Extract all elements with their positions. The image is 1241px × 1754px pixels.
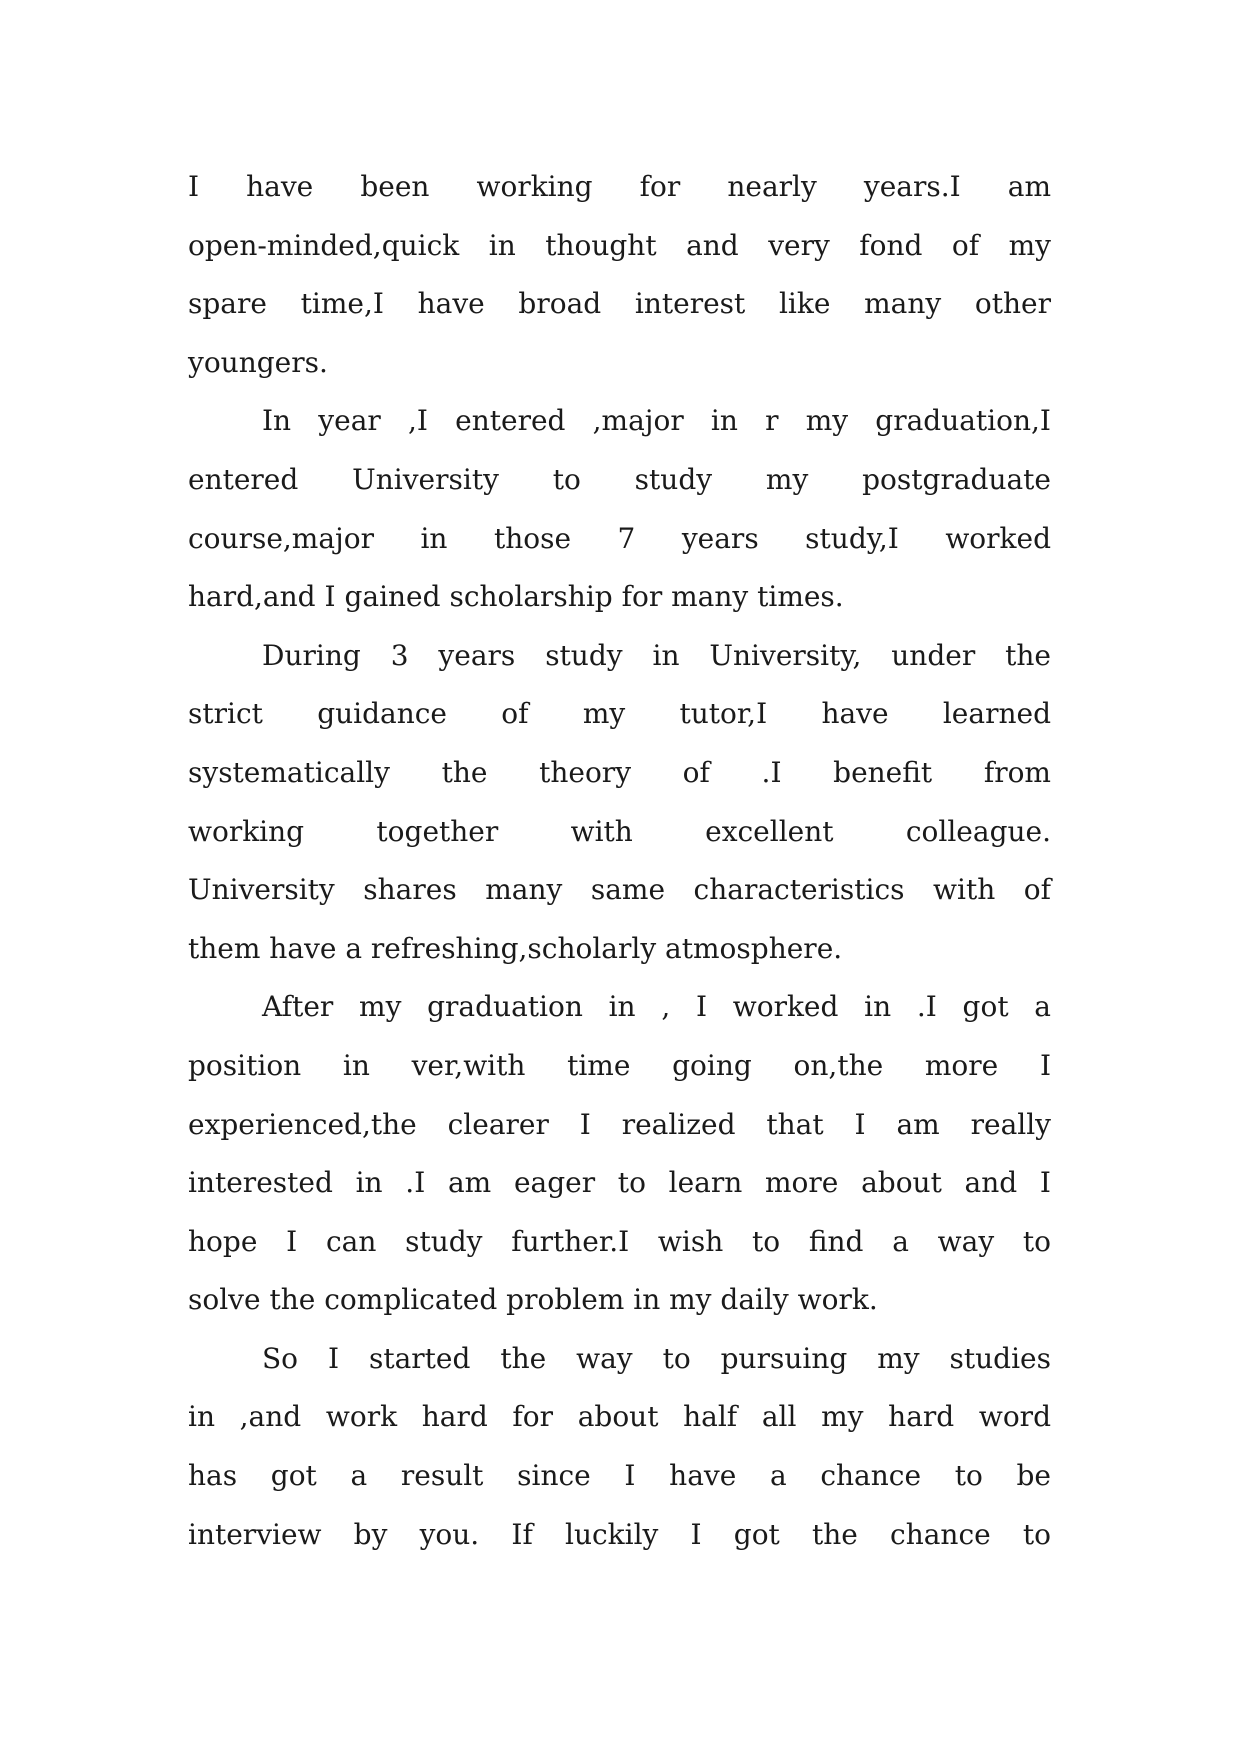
text-line: After my graduation in , I worked in .I got a — [262, 990, 1051, 1024]
text-line: solve the complicated problem in my daily work. — [188, 1283, 878, 1317]
text-line: I have been working for nearly years.I am — [188, 170, 1051, 203]
text-line: working together with excellent colleague. — [188, 814, 1051, 848]
text-line: them have a refreshing,scholarly atmosphere. — [188, 931, 843, 965]
text-line: So I started the way to pursuing my studies — [262, 1341, 1051, 1375]
text-line: has got a result since I have a chance to be — [188, 1459, 1051, 1493]
text-line: hard,and I gained scholarship for many times. — [188, 580, 844, 614]
text-line: experienced,the clearer I realized that I am really — [188, 1107, 1051, 1141]
text-line: During 3 years study in University, under the — [262, 638, 1051, 672]
text-line: interested in .I am eager to learn more about and I — [188, 1166, 1051, 1200]
text-line: strict guidance of my tutor,I have learned — [188, 697, 1051, 731]
text-line: course,major in those 7 years study,I worked — [188, 521, 1051, 555]
text-line: systematically the theory of .I benefit from — [188, 755, 1051, 789]
text-line: spare time,I have broad interest like many other — [188, 287, 1051, 321]
text-line: entered University to study my postgraduate — [188, 462, 1051, 496]
text-line: University shares many same characteristics with of — [188, 873, 1051, 907]
document-body — [188, 158, 1051, 1564]
text-line: in ,and work hard for about half all my hard word — [188, 1400, 1051, 1434]
text-line: open-minded,quick in thought and very fond of my — [188, 228, 1051, 262]
text-line: interview by you. If luckily I got the chance to — [188, 1517, 1051, 1551]
text-line: hope I can study further.I wish to find a way to — [188, 1224, 1051, 1258]
text-line: youngers. — [188, 345, 328, 379]
text-line: In year ,I entered ,major in r my graduation,I — [262, 404, 1051, 438]
text-line: position in ver,with time going on,the more I — [188, 1048, 1051, 1082]
